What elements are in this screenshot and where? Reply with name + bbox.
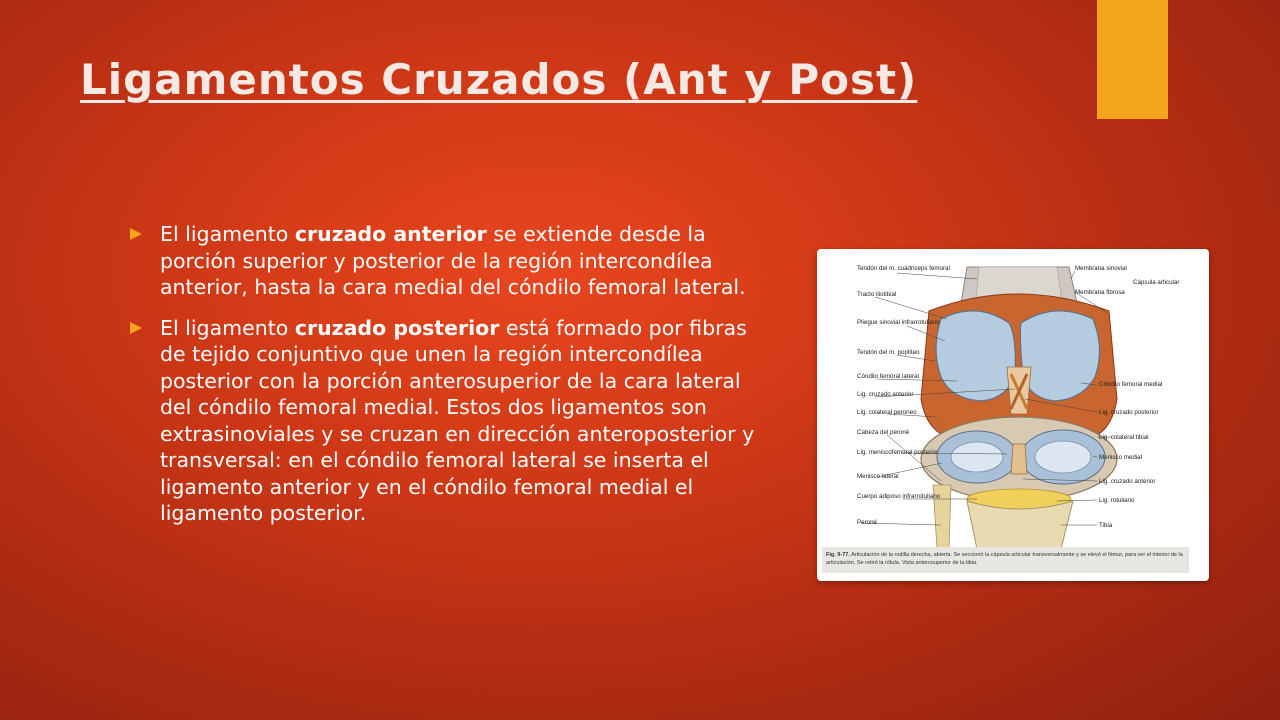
label-left-1: Tracto iliotibial bbox=[857, 291, 897, 298]
slide-title: Ligamentos Cruzados (Ant y Post) bbox=[80, 55, 918, 104]
label-left-2: Pliegue sinovial infrarrotuliano bbox=[857, 319, 940, 326]
bullet-prefix: El ligamento bbox=[160, 315, 295, 340]
label-right-5: Lig. colateral tibial bbox=[1099, 434, 1149, 441]
figure-caption-box bbox=[822, 547, 1189, 573]
anatomy-figure bbox=[817, 249, 1209, 581]
label-left-0: Tendón del m. cuádriceps femoral bbox=[857, 265, 950, 272]
bullet-item bbox=[130, 221, 770, 301]
bullet-prefix: El ligamento bbox=[160, 222, 295, 246]
label-left-3: Tendón del m. poplíteo bbox=[857, 349, 920, 356]
label-right-9: Tibia bbox=[1099, 522, 1113, 529]
bullet-text: se extiende desde la porción superior y posterior de la región intercondílea anterior, hasta la cara medial del cóndilo femoral lateral. bbox=[160, 222, 746, 299]
label-right-8: Lig. rotuliano bbox=[1099, 497, 1135, 504]
caption-text: Articulación de la rodilla derecha, abierta. Se seccionó la cápsula articular transversalmente y se elevó el fémur, para ver el interior de la articulación. Se retiró la rótula. Vista anterosuperior de la tibia. bbox=[826, 552, 1183, 566]
bullet-list bbox=[130, 221, 770, 527]
label-right-3: Cóndilo femoral medial bbox=[1099, 381, 1163, 388]
label-left-9: Menisco lateral bbox=[857, 473, 899, 480]
label-right-4: Lig. cruzado posterior bbox=[1099, 409, 1159, 416]
arrow-bullet-icon bbox=[130, 228, 142, 240]
label-right-7: Lig. cruzado anterior bbox=[1099, 478, 1156, 485]
bullet-bold: cruzado posterior bbox=[294, 315, 500, 340]
label-right-1: Cápsula articular bbox=[1133, 279, 1180, 286]
label-left-6: Lig. colateral peroneo bbox=[857, 409, 917, 416]
bullet-text: está formado por fibras de tejido conjuntivo que unen la región intercondílea posterior con la porción anterosuperior de la cara lateral del cóndilo femoral medial. Estos dos ligamentos son extrasinoviales y se cruzan en dirección anteroposterior y transversal: en el cóndilo femoral lateral se inserta el ligamento anterior y en el cóndilo femoral medial el ligamento posterior. bbox=[160, 315, 755, 525]
label-left-7: Cabeza del peroné bbox=[857, 429, 910, 436]
label-left-4: Cóndilo femoral lateral bbox=[857, 373, 919, 380]
caption-fig-number: Fig. 9-77. bbox=[826, 552, 850, 558]
label-left-11: Peroné bbox=[857, 519, 877, 526]
bullet-item bbox=[130, 315, 770, 527]
label-left-8: Lig. meniscofemoral posterior bbox=[857, 449, 939, 456]
accent-bar bbox=[1097, 0, 1168, 119]
label-right-2: Membrana fibrosa bbox=[1075, 289, 1125, 296]
arrow-bullet-icon bbox=[130, 322, 142, 334]
label-right-0: Membrana sinovial bbox=[1075, 265, 1127, 272]
figure-caption bbox=[826, 551, 1186, 567]
label-left-10: Cuerpo adiposo infrarrotuliano bbox=[857, 493, 941, 500]
label-right-6: Menisco medial bbox=[1099, 454, 1142, 461]
bullet-bold: cruzado anterior bbox=[294, 222, 487, 246]
label-left-5: Lig. cruzado anterior bbox=[857, 391, 914, 398]
